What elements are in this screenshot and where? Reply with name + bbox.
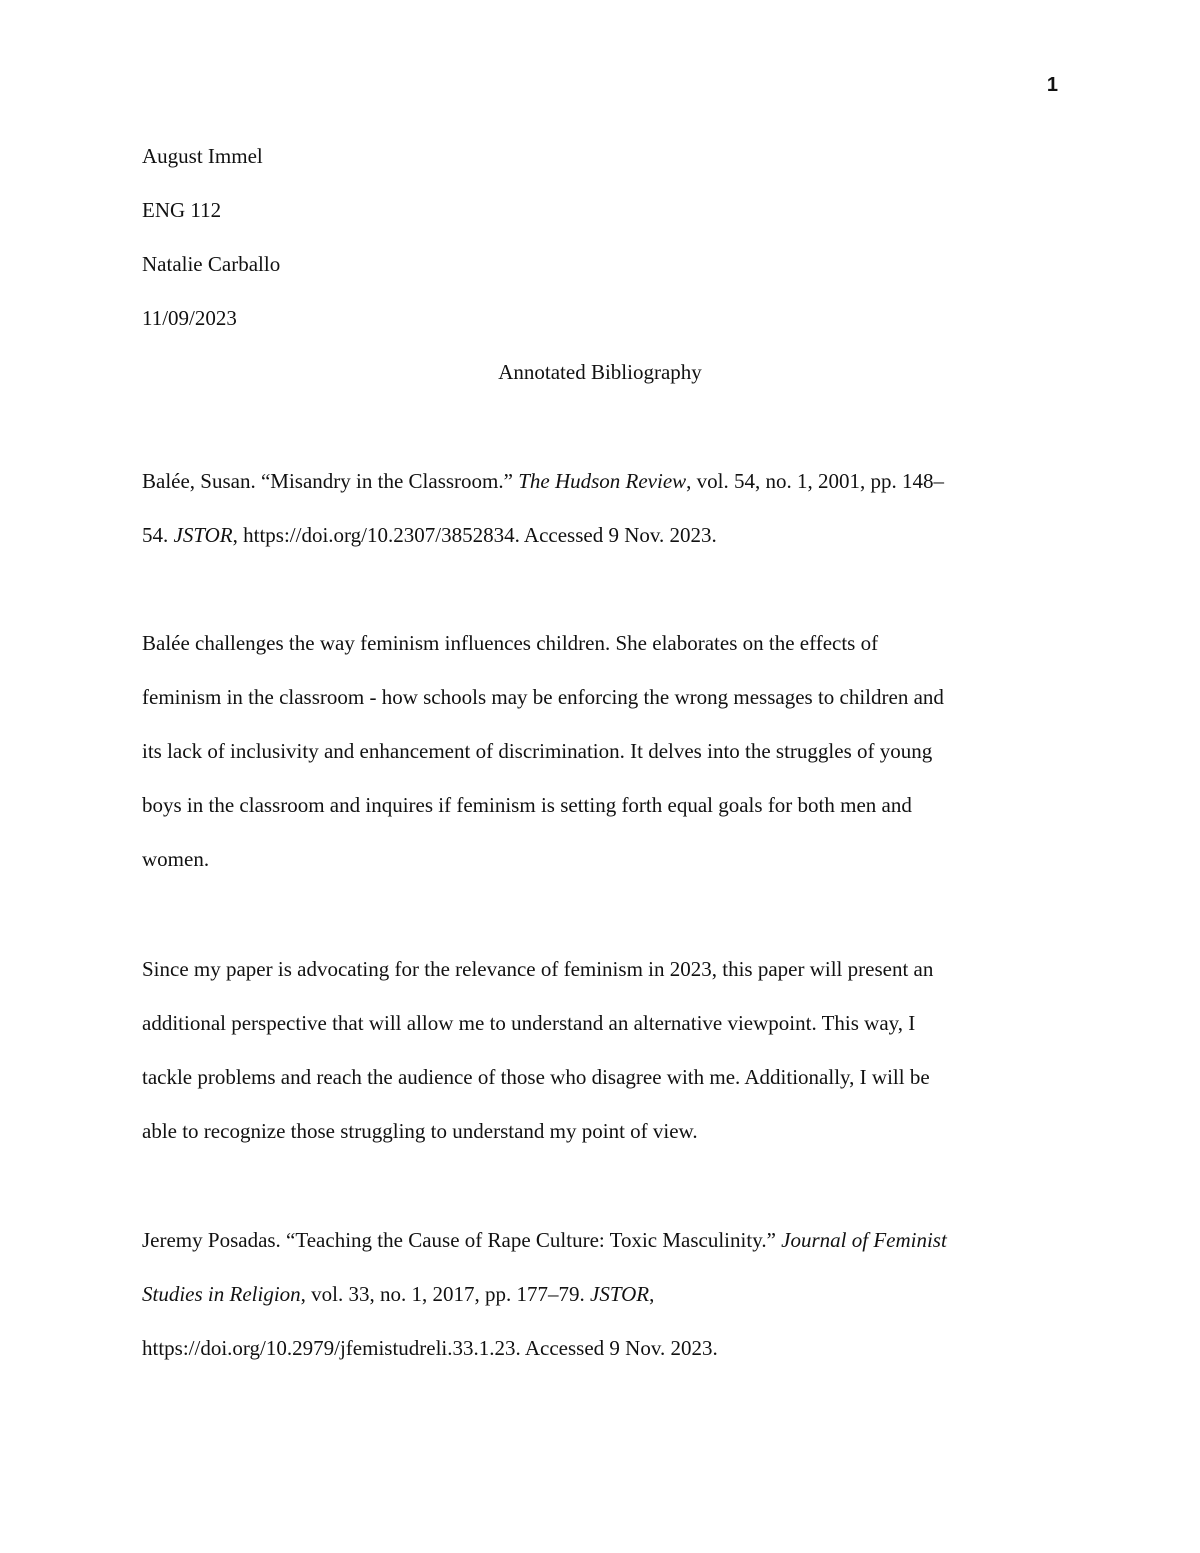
entry2-journal-title: Journal of Feminist	[781, 1228, 947, 1252]
entry1-summary-line: its lack of inclusivity and enhancement of discrimination. It delves into the struggles of young	[142, 739, 933, 763]
entry2-citation-text: Jeremy Posadas. “Teaching the Cause of Rape Culture: Toxic Masculinity.”	[142, 1228, 782, 1252]
entry2-database-name: JSTOR	[590, 1282, 650, 1306]
author-name: August Immel	[142, 144, 263, 168]
entry2-citation-text: , vol. 33, no. 1, 2017, pp. 177–79.	[300, 1282, 590, 1306]
entry2-citation-text: ,	[649, 1282, 655, 1306]
entry2-citation-line1	[142, 1226, 947, 1254]
page-number: 1	[1046, 74, 1058, 96]
entry1-citation-text: , vol. 54, no. 1, 2001, pp. 148–	[686, 469, 945, 493]
entry1-reflection-line: tackle problems and reach the audience of those who disagree with me. Additionally, I will be	[142, 1065, 930, 1089]
entry2-citation-doi: https://doi.org/10.2979/jfemistudreli.33.1.23. Accessed 9 Nov. 2023.	[142, 1336, 718, 1360]
entry1-summary-line: boys in the classroom and inquires if feminism is setting forth equal goals for both men and	[142, 793, 912, 817]
entry1-reflection-line: additional perspective that will allow me to understand an alternative viewpoint. This way, I	[142, 1011, 916, 1035]
entry2-journal-title: Studies in Religion	[142, 1282, 301, 1306]
instructor-name: Natalie Carballo	[142, 252, 281, 276]
entry1-citation-doi: , https://doi.org/10.2307/3852834. Accessed 9 Nov. 2023.	[232, 523, 717, 547]
entry1-citation-line2	[142, 521, 717, 549]
entry1-citation-line1	[142, 467, 944, 495]
document-date: 11/09/2023	[142, 306, 237, 330]
entry1-summary-line: feminism in the classroom - how schools may be enforcing the wrong messages to children and	[142, 685, 944, 709]
entry1-summary-line: Balée challenges the way feminism influences children. She elaborates on the effects of	[142, 631, 879, 655]
entry1-journal-title: The Hudson Review	[518, 469, 687, 493]
entry1-database-name: JSTOR	[173, 523, 233, 547]
entry2-citation-line2	[142, 1280, 654, 1308]
entry1-summary-line: women.	[142, 847, 210, 871]
entry1-reflection-line: Since my paper is advocating for the relevance of feminism in 2023, this paper will present an	[142, 957, 934, 981]
course-name: ENG 112	[142, 198, 222, 222]
entry1-citation-text: Balée, Susan. “Misandry in the Classroom.”	[142, 469, 519, 493]
document-title: Annotated Bibliography	[498, 360, 702, 384]
entry1-reflection-line: able to recognize those struggling to understand my point of view.	[142, 1119, 698, 1143]
entry1-citation-text: 54.	[142, 523, 174, 547]
